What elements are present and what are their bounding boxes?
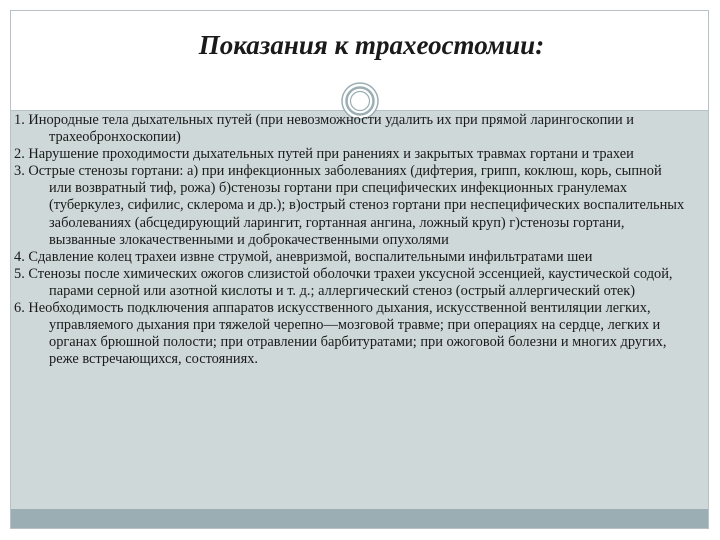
indications-list bbox=[14, 112, 686, 368]
footer-bar bbox=[11, 509, 708, 528]
slide-title: Показания к трахеостомии: bbox=[198, 30, 545, 60]
list-item: 4. Сдавление колец трахеи извне струмой, аневризмой, воспалительными инфильтратами шеи bbox=[14, 248, 593, 265]
list-item: 3. Острые стенозы гортани: а) при инфекционных заболеваниях (дифтерия, грипп, коклюш, корь, сыпной или возвратный тиф, рожа) б)стенозы гортани при специфических инфекционных гранулемах (туберкулез, сифилис, склерома и др.); в)острый стеноз гортани при неспецифических воспалительных заболеваниях (абсцедирующий ларингит, гортанная ангина, ложный круп) г)стенозы гортани, вызванные злокачественными и доброкачественными опухолями bbox=[14, 163, 685, 248]
list-item: 1. Инородные тела дыхательных путей (при невозможности удалить их при прямой ларингоскопии и трахеобронхоскопии) bbox=[14, 112, 634, 146]
list-item: 2. Нарушение проходимости дыхательных путей при ранениях и закрытых травмах гортани и трахеи bbox=[14, 146, 634, 163]
list-item: 6. Необходимость подключения аппаратов искусственного дыхания, искусственной вентиляции легких, управляемого дыхания при тяжелой черепно—мозговой травме; при операциях на сердце, легких и органах брюшной полости; при отравлении барбитуратами; при ожоговой болезни и многих других, реже встречающихся, состояниях. bbox=[14, 300, 667, 368]
list-item: 5. Стенозы после химических ожогов слизистой оболочки трахеи уксусной эссенцией, каустической содой, парами серной или азотной кислоты и т. д.; аллергический стеноз (острый аллергический отек) bbox=[14, 265, 673, 299]
